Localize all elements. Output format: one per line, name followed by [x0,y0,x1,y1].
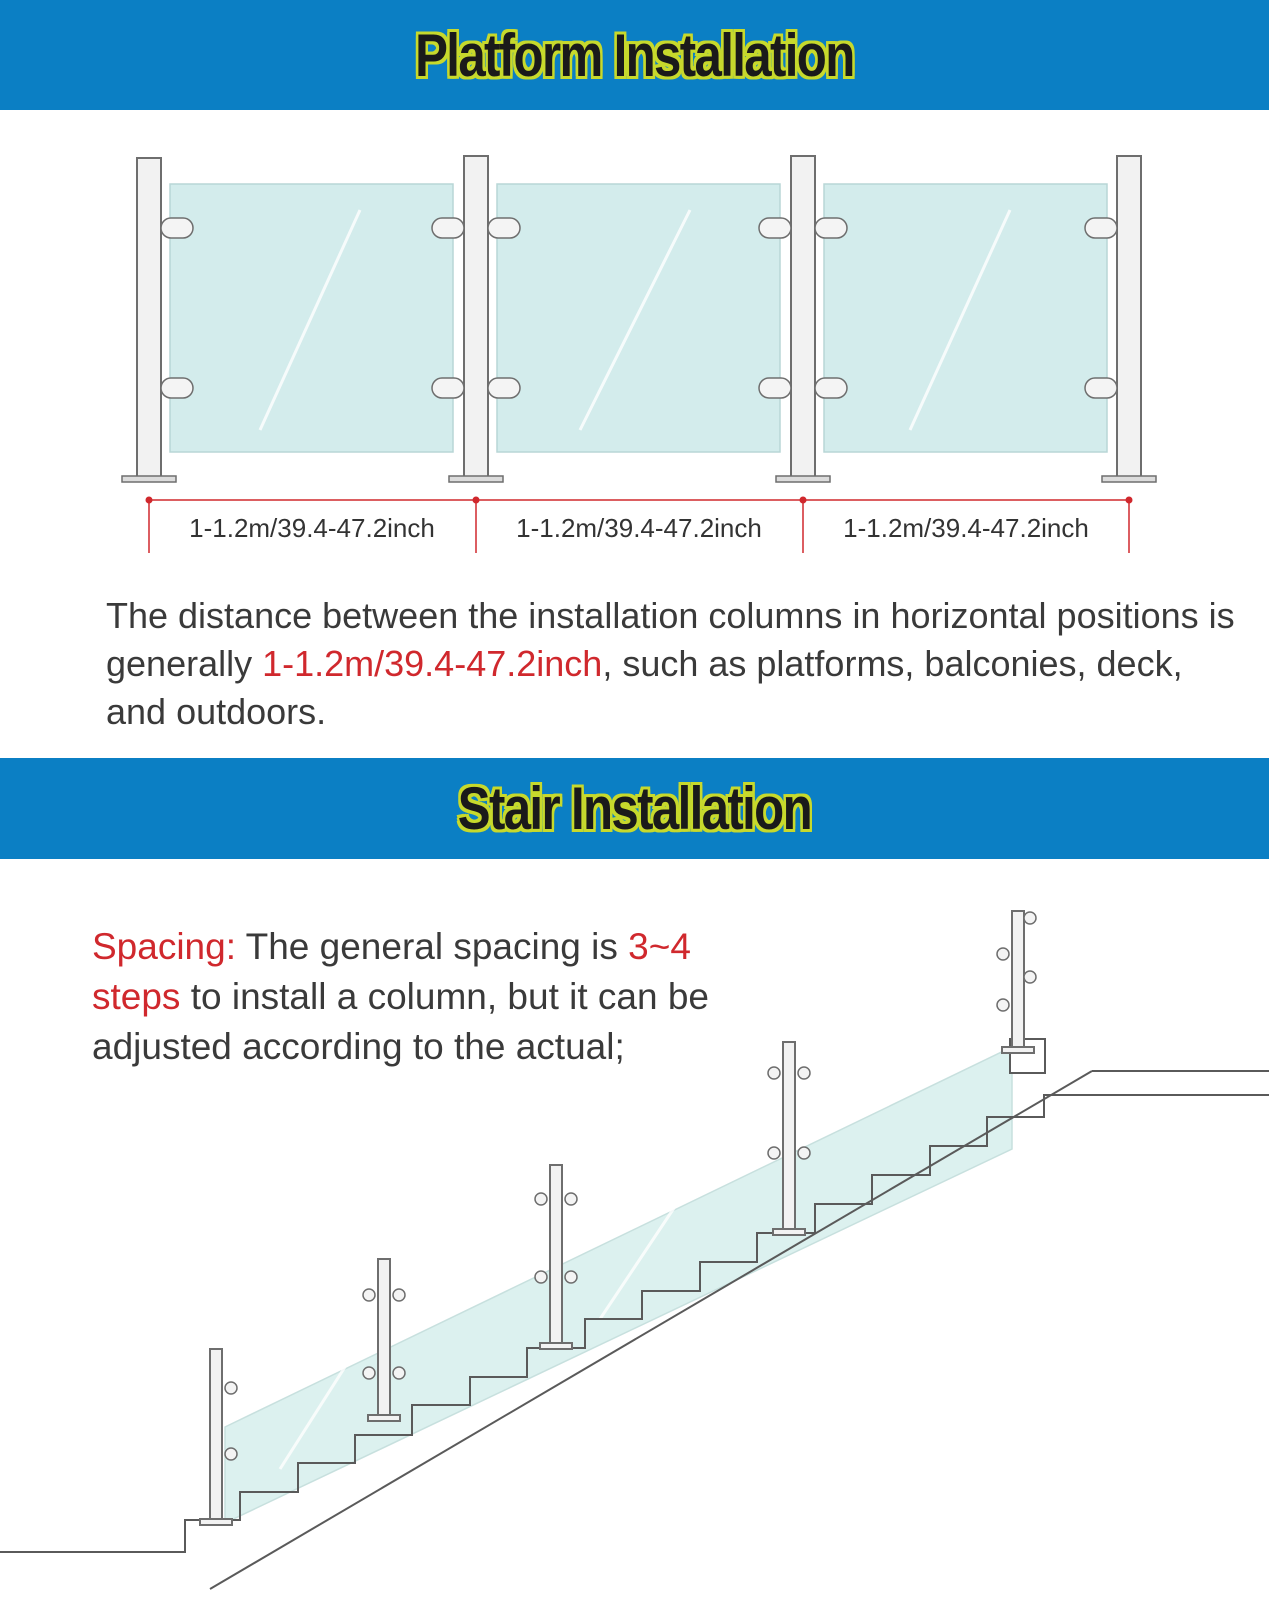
post-1 [137,158,161,478]
stair-post-5 [1012,911,1024,1049]
platform-description-before: The distance between the installation columns in horizontal positions is generally [106,595,1235,684]
glass-panel-stair [225,1047,1012,1523]
glass-panel-3 [824,184,1107,452]
stair-text-2: to install a column, but it can be adjusted according to the actual; [92,976,710,1067]
stair-post-2 [378,1259,390,1419]
stair-banner [0,758,1269,859]
dimension-label-3: 1-1.2m/39.4-47.2inch [843,513,1089,543]
stair-title: Stair Installation [457,775,812,842]
stair-post-3 [550,1165,562,1345]
stair-highlight: 3~4 steps [92,926,691,1017]
platform-description-after: , such as platforms, balconies, deck, and outdoors. [106,643,1183,732]
platform-diagram [0,110,1269,580]
stair-spacing-label: Spacing: [92,926,236,967]
platform-description [106,592,1246,736]
stair-description [92,922,712,1072]
platform-description-highlight: 1-1.2m/39.4-47.2inch [262,643,603,684]
stair-text-1: The general spacing is [236,926,629,967]
platform-title: Platform Installation [415,21,854,89]
post-4 [1117,156,1141,478]
glass-panels [170,184,1107,452]
glass-panel-2 [497,184,780,452]
stair-stringer [210,1071,1092,1589]
stair-post-4 [783,1042,795,1232]
stair-post-1 [210,1349,222,1521]
dimension-label-2: 1-1.2m/39.4-47.2inch [516,513,762,543]
post-3 [791,156,815,478]
post-2 [464,156,488,478]
dimension-label-1: 1-1.2m/39.4-47.2inch [189,513,435,543]
platform-banner [0,0,1269,110]
